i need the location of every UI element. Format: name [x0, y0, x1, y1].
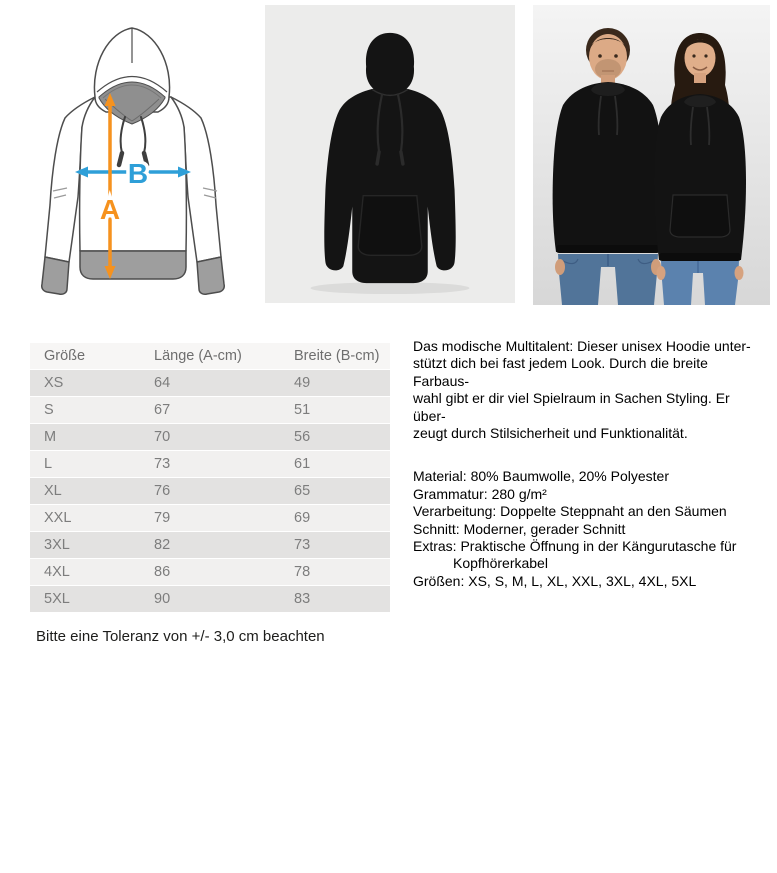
size-row-5XL — [30, 586, 390, 612]
spec-line: Kopfhörerkabel — [453, 555, 548, 572]
length-cell: 70 — [140, 424, 280, 450]
width-cell: 69 — [280, 505, 390, 531]
spec-line: Grammatur: 280 g/m² — [413, 485, 547, 502]
size-cell: M — [30, 424, 140, 450]
length-cell: 64 — [140, 370, 280, 396]
size-cell: S — [30, 397, 140, 423]
tolerance-note: Bitte eine Toleranz von +/- 3,0 cm beachten — [36, 628, 325, 645]
product-photo[interactable] — [265, 5, 515, 303]
size-row-S — [30, 397, 390, 423]
size-cell: L — [30, 451, 140, 477]
width-cell: 73 — [280, 532, 390, 558]
size-cell: 5XL — [30, 586, 140, 612]
width-cell: 83 — [280, 586, 390, 612]
description-intro: Das modische Multitalent: Dieser unisex Hoodie unter- stützt dich bei fast jedem Look. Durch die breite Farbaus- wahl gibt er dir viel Spielraum in Sachen Styling. Er über- zeugt durch Stilsicherheit und Funktionalität. — [413, 338, 751, 442]
spec-line: Verarbeitung: Doppelte Steppnaht an den Säumen — [413, 503, 727, 520]
spec-line: Material: 80% Baumwolle, 20% Polyester — [413, 468, 670, 485]
col-header-length: Länge (A-cm) — [140, 343, 280, 369]
size-row-3XL — [30, 532, 390, 558]
length-cell: 73 — [140, 451, 280, 477]
spec-line: Größen: XS, S, M, L, XL, XXL, 3XL, 4XL, 5XL — [413, 572, 697, 589]
hood — [94, 28, 169, 124]
length-cell: 79 — [140, 505, 280, 531]
size-cell: XL — [30, 478, 140, 504]
models-photo[interactable] — [533, 5, 770, 305]
size-cell: 3XL — [30, 532, 140, 558]
length-cell: 86 — [140, 559, 280, 585]
models-wearing-hoodies-photo — [533, 5, 770, 305]
hem-band — [80, 251, 186, 279]
hoodie-line-drawing — [25, 5, 245, 310]
size-table-header-row — [30, 343, 390, 369]
size-table — [30, 342, 390, 613]
size-cell: XS — [30, 370, 140, 396]
size-row-4XL — [30, 559, 390, 585]
length-arrow-label: A — [99, 194, 121, 225]
product-description — [413, 338, 765, 590]
size-row-XS — [30, 370, 390, 396]
size-cell: XXL — [30, 505, 140, 531]
width-cell: 49 — [280, 370, 390, 396]
length-cell: 67 — [140, 397, 280, 423]
black-hoodie-silhouette — [324, 33, 455, 283]
size-row-M — [30, 424, 390, 450]
width-cell: 61 — [280, 451, 390, 477]
size-row-XL — [30, 478, 390, 504]
length-cell: 90 — [140, 586, 280, 612]
width-arrow-label: B — [127, 158, 149, 189]
description-specs — [413, 468, 765, 590]
size-row-L — [30, 451, 390, 477]
width-cell: 56 — [280, 424, 390, 450]
length-cell: 76 — [140, 478, 280, 504]
col-header-size: Größe — [30, 343, 140, 369]
col-header-width: Breite (B-cm) — [280, 343, 390, 369]
width-cell: 65 — [280, 478, 390, 504]
product-shadow — [311, 282, 470, 294]
size-cell: 4XL — [30, 559, 140, 585]
length-cell: 82 — [140, 532, 280, 558]
spec-line: Schnitt: Moderner, gerader Schnitt — [413, 520, 626, 537]
width-cell: 51 — [280, 397, 390, 423]
black-hoodie-photo — [265, 5, 515, 303]
spec-line: Extras: Praktische Öffnung in der Kängurutasche für — [413, 538, 737, 555]
width-cell: 78 — [280, 559, 390, 585]
size-diagram-image — [25, 5, 245, 310]
size-row-XXL — [30, 505, 390, 531]
